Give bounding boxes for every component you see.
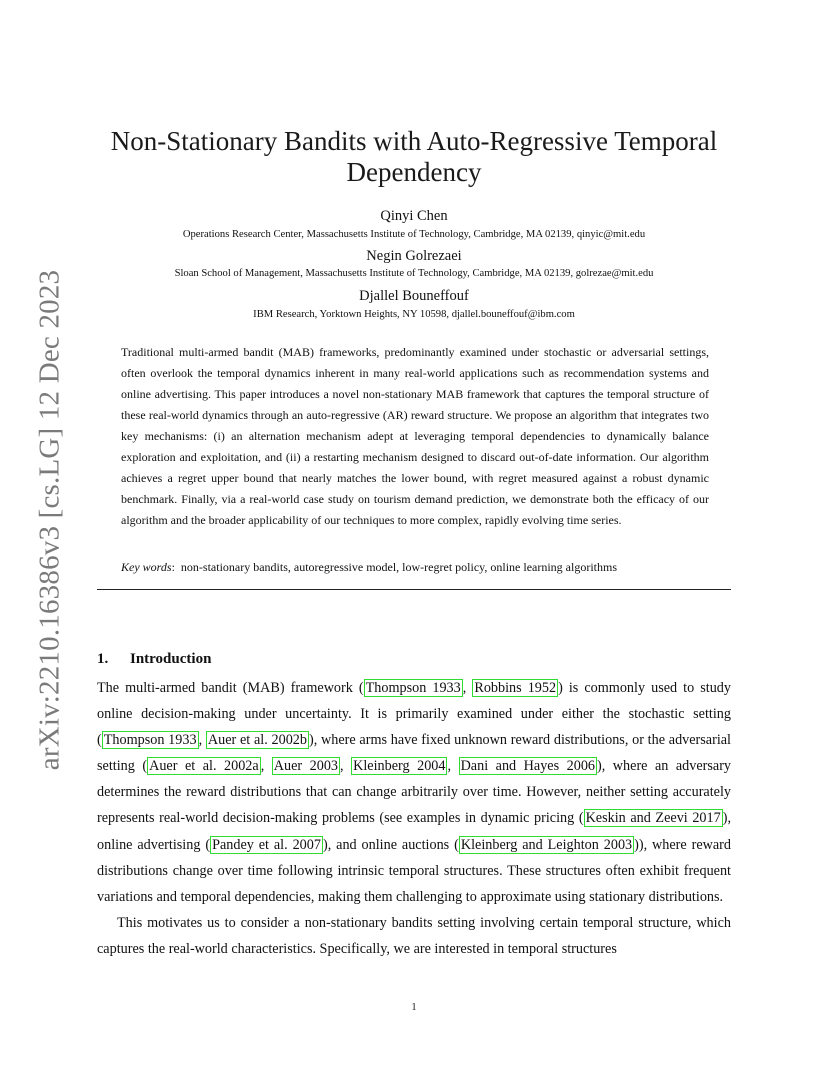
paragraph: This motivates us to consider a non-stationary bandits setting involving certain temporal structure, which captures the real-world characteristics. Specifically, we are interested in temporal structures bbox=[97, 914, 731, 957]
citation-link[interactable]: Dani and Hayes 2006 bbox=[460, 758, 596, 775]
author-affiliation: Sloan School of Management, Massachusetts Institute of Technology, Cambridge, MA 02139, golrezae@mit.edu bbox=[174, 268, 654, 279]
citation-link[interactable]: Robbins 1952 bbox=[474, 680, 557, 696]
keywords-text: non-stationary bandits, autoregressive model, low-regret policy, online learning algorithms bbox=[180, 560, 618, 574]
arxiv-identifier-stamp: arXiv:2210.16386v3 [cs.LG] 12 Dec 2023 bbox=[33, 269, 66, 771]
citation-link[interactable]: Kleinberg 2004 bbox=[353, 758, 446, 775]
section-title: Introduction bbox=[130, 651, 212, 667]
title-line-1: Non-Stationary Bandits with Auto-Regressive Temporal bbox=[110, 126, 718, 156]
author-name: Negin Golrezaei bbox=[366, 248, 462, 264]
paper-title bbox=[0, 126, 828, 188]
citation-link[interactable]: Thompson 1933 bbox=[365, 680, 461, 696]
citation-link[interactable]: Kleinberg and Leighton 2003 bbox=[460, 836, 633, 853]
citation-link[interactable]: Auer et al. 2002a bbox=[149, 758, 259, 775]
author-name: Qinyi Chen bbox=[380, 208, 448, 224]
paragraph: The multi-armed bandit (MAB) framework ( Thompson 1933 , Robbins 1952 ) is commonly used to study online decision-making under uncertainty. It is primarily examined under either the stochastic setting ( Thompson 1933 , Auer et al. 2002b ), where arms have fixed unknown reward distributions, or the adversarial setting ( Auer et al. 2002a , Auer 2003 , Kleinberg 2004 , Dani and Hayes 2006 ), where an adversary determines the reward distributions that can change arbitrarily over time. However, neither setting accurately represents real-world decision-making problems (see examples in dynamic pricing ( Keskin and Zeevi 2017 ), online advertising ( Pandey et al. 2007 ), and online auctions ( Kleinberg and Leighton 2003 )), where reward distributions change over time following intrinsic temporal structures. These structures often exhibit frequent variations and temporal dependencies, making them challenging to approximate using stationary distributions. bbox=[97, 680, 732, 905]
citation-link[interactable]: Auer 2003 bbox=[273, 758, 339, 775]
abstract: Traditional multi-armed bandit (MAB) frameworks, predominantly examined under stochastic or adversarial settings, often overlook the temporal dynamics inherent in many real-world applications such as recommendation systems and online advertising. This paper introduces a novel non-stationary MAB framework that captures the temporal structure of these real-world dynamics through an auto-regressive (AR) reward structure. We propose an algorithm that integrates two key mechanisms: (i) an alternation mechanism adept at leveraging temporal dependencies to dynamically balance exploration and exploitation, and (ii) a restarting mechanism designed to discard out-of-date information. Our algorithm achieves a regret upper bound that nearly matches the lower bound, with regret measured against a robust dynamic benchmark. Finally, via a real-world case study on tourism demand prediction, we demonstrate both the efficacy of our algorithm and the broader applicability of our techniques to more complex, rapidly evolving time series. bbox=[121, 345, 709, 527]
page-number: 1 bbox=[411, 1002, 417, 1013]
author-affiliation: IBM Research, Yorktown Heights, NY 10598, djallel.bouneffouf@ibm.com bbox=[253, 309, 575, 320]
abstract-divider bbox=[97, 589, 731, 590]
introduction-body bbox=[97, 675, 731, 962]
title-line-2: Dependency bbox=[346, 157, 482, 187]
citation-link[interactable]: Thompson 1933 bbox=[103, 732, 197, 749]
author-affiliation: Operations Research Center, Massachusetts Institute of Technology, Cambridge, MA 02139, qinyic@mit.edu bbox=[182, 229, 646, 240]
citation-link[interactable]: Keskin and Zeevi 2017 bbox=[585, 810, 721, 827]
author-name: Djallel Bouneffouf bbox=[359, 288, 469, 304]
section-heading bbox=[97, 650, 211, 668]
citation-link[interactable]: Auer et al. 2002b bbox=[207, 732, 307, 749]
keywords: Key words: non-stationary bandits, autoregressive model, low-regret policy, online learning algorithms bbox=[121, 560, 618, 574]
section-number: 1. bbox=[97, 651, 109, 667]
citation-link[interactable]: Pandey et al. 2007 bbox=[212, 836, 321, 853]
keywords-label: Key words bbox=[121, 560, 172, 574]
